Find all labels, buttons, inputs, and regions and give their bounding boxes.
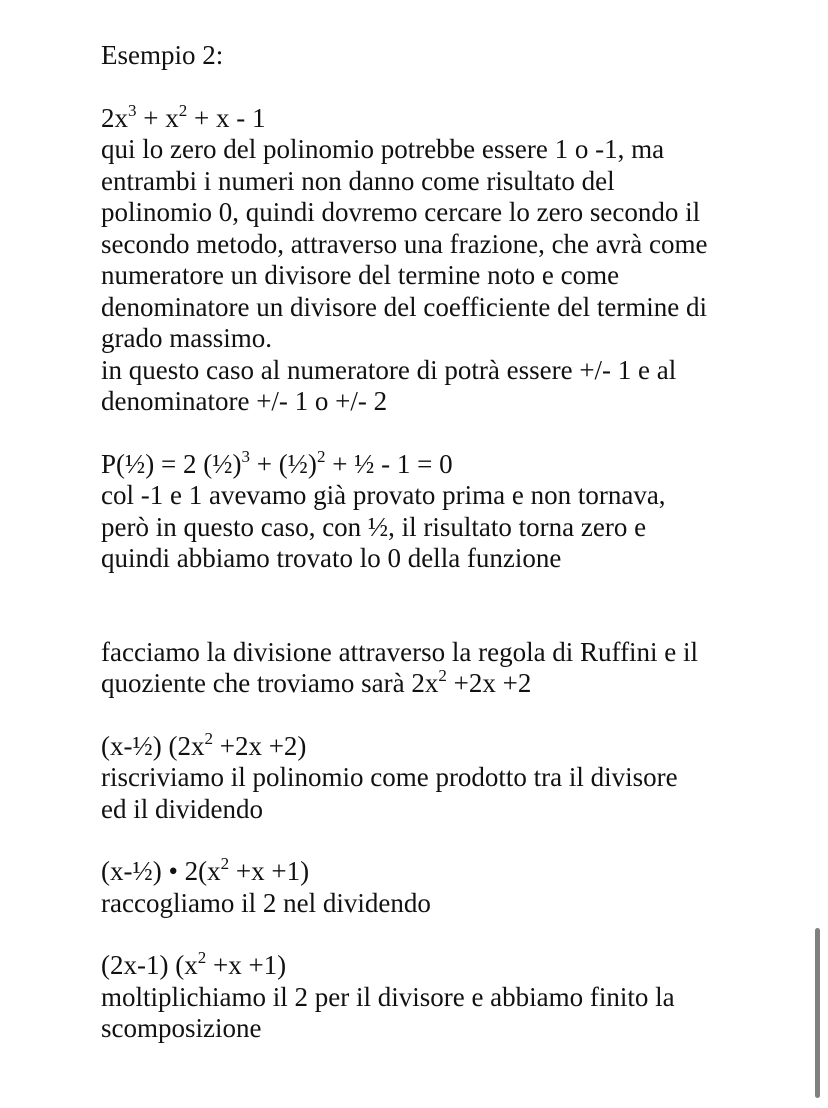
expr-part: (2x-1) (x xyxy=(101,950,198,980)
text-line: raccogliamo il 2 nel dividendo xyxy=(101,887,431,918)
text-line: secondo metodo, attraverso una frazione, che avrà come xyxy=(101,228,708,259)
text-line: moltiplichiamo il 2 per il divisore e abbiamo finito la xyxy=(101,981,675,1012)
text-line: riscriviamo il polinomio come prodotto tra il divisore xyxy=(101,762,678,792)
polynomial-expression xyxy=(101,100,781,135)
vertical-scrollbar[interactable] xyxy=(815,928,820,1098)
exponent-2: 2 xyxy=(197,948,207,967)
text-line: qui lo zero del polinomio potrebbe essere 1 o -1, ma xyxy=(101,134,665,164)
evaluation-paragraph xyxy=(101,480,781,575)
eval-part-3: + ½ - 1 = 0 xyxy=(325,448,453,479)
text-line: scomposizione xyxy=(101,1013,262,1043)
text-line: grado massimo. xyxy=(101,323,272,353)
spacer xyxy=(101,418,781,449)
eval-part-2: + (½) xyxy=(249,448,317,479)
quotient-text: quoziente che troviamo sarà 2x xyxy=(101,668,439,698)
text-line: quindi abbiamo trovato lo 0 della funzione xyxy=(101,543,562,573)
spacer xyxy=(101,825,781,856)
expr-part: +x +1) xyxy=(206,950,287,980)
expr-part: +x +1) xyxy=(229,856,310,886)
eval-part-1: P(½) = 2 (½) xyxy=(101,448,242,479)
exponent-2: 2 xyxy=(178,100,188,120)
text-line: ed il dividendo xyxy=(101,793,263,824)
quotient-rest: +2x +2 xyxy=(446,668,532,698)
text-line: col -1 e 1 avevamo già provato prima e non tornava, xyxy=(101,480,666,510)
quotient-line xyxy=(101,668,781,700)
text-line: denominatore +/- 1 o +/- 2 xyxy=(101,386,388,416)
step-1 xyxy=(101,728,781,826)
text-line: polinomio 0, quindi dovremo cercare lo zero secondo il xyxy=(101,197,701,227)
text-line: in questo caso al numeratore di potrà essere +/- 1 e al xyxy=(101,354,677,385)
example-heading: Esempio 2: xyxy=(101,40,224,70)
expr-part: (x-½) • 2(x xyxy=(101,856,221,886)
exponent-2: 2 xyxy=(220,854,230,873)
evaluation-expression xyxy=(101,446,781,481)
text-line: facciamo la divisione attraverso la regola di Ruffini e il xyxy=(101,636,699,667)
term-1: 2x xyxy=(101,102,128,133)
step-1-expression xyxy=(101,728,781,763)
text-line: però in questo caso, con ½, il risultato torna zero e xyxy=(101,511,647,542)
step-3-expression xyxy=(101,950,781,982)
text-line: numeratore un divisore del termine noto e come xyxy=(101,260,620,290)
spacer xyxy=(101,575,781,637)
text-line: denominatore un divisore del coefficiente del termine di xyxy=(101,291,708,322)
expr-part: (x-½) (2x xyxy=(101,730,205,761)
exponent-2: 2 xyxy=(204,728,213,748)
expr-part: +2x +2) xyxy=(212,730,307,761)
explanation-paragraph xyxy=(101,134,781,418)
step-2-expression xyxy=(101,856,781,888)
step-2 xyxy=(101,856,781,919)
exponent-3: 3 xyxy=(128,100,137,120)
exponent-2: 2 xyxy=(438,666,447,685)
ruffini-paragraph xyxy=(101,637,781,700)
document-body xyxy=(101,40,781,1045)
exponent-3: 3 xyxy=(241,446,250,466)
spacer xyxy=(101,72,781,103)
spacer xyxy=(101,919,781,950)
term-3: + x - 1 xyxy=(187,102,266,133)
spacer xyxy=(101,700,781,731)
exponent-2: 2 xyxy=(316,446,326,466)
text-line: entrambi i numeri non danno come risultato del xyxy=(101,165,615,196)
term-2: + x xyxy=(136,102,179,133)
step-3 xyxy=(101,950,781,1045)
